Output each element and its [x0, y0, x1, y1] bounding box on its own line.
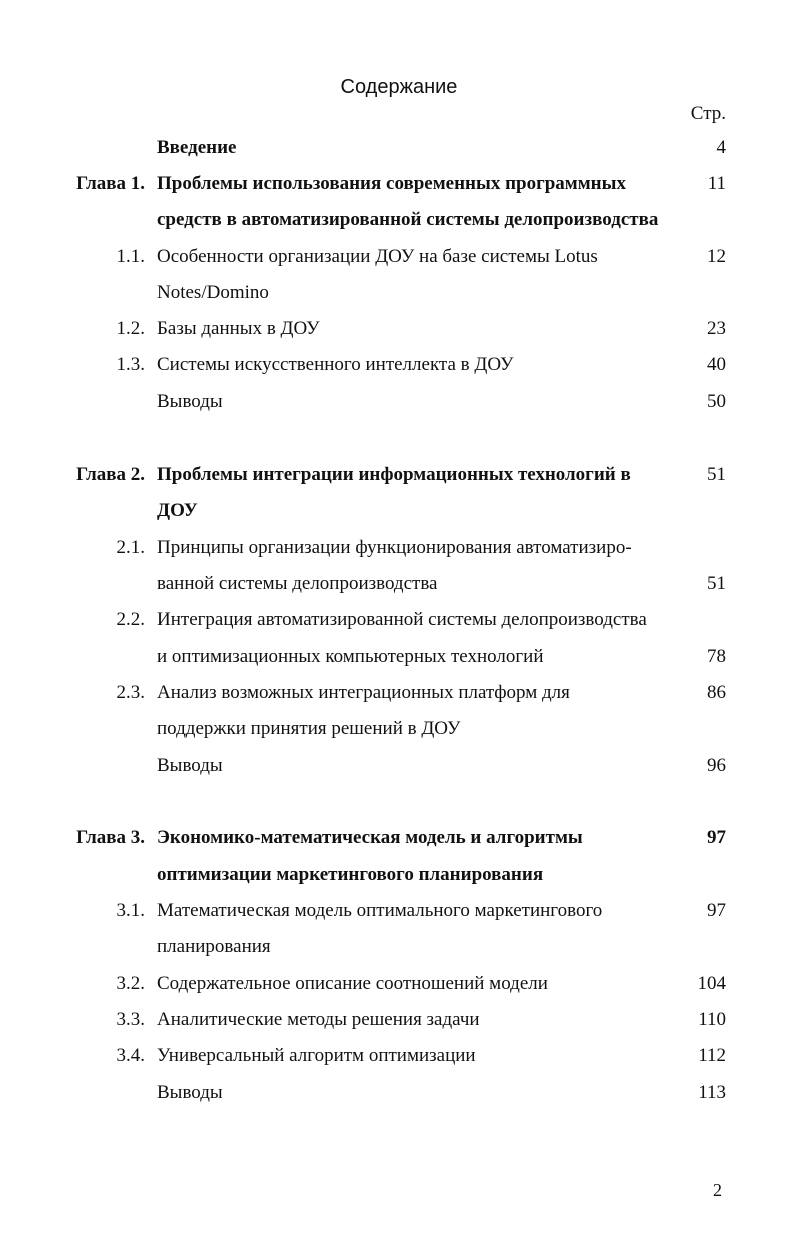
toc-entry-text: и оптимизационных компьютерных технологий [157, 646, 544, 667]
page-column-header: Стр. [690, 103, 726, 124]
toc-entry-text: Содержательное описание соотношений модели [157, 973, 548, 994]
toc-entry-text: Notes/Domino [157, 282, 269, 303]
toc-entry-text: Математическая модель оптимального маркетингового [157, 900, 603, 921]
toc-entry-text: Введение [157, 137, 237, 158]
toc-entry-text: Проблемы интеграции информационных технологий в [157, 464, 631, 485]
toc-entry-page: 40 [707, 354, 726, 375]
page-title: Содержание [340, 76, 458, 98]
toc-entry-text: планирования [157, 936, 271, 957]
toc-entry-text: Универсальный алгоритм оптимизации [157, 1045, 476, 1066]
toc-entry-page: 51 [707, 573, 726, 594]
toc-entry-text: Анализ возможных интеграционных платформ для [157, 682, 570, 703]
toc-entry-text: поддержки принятия решений в ДОУ [157, 718, 461, 739]
toc-entry-text: оптимизации маркетингового планирования [157, 864, 544, 885]
toc-entry-text: Выводы [157, 1082, 223, 1103]
toc-entry-text: Выводы [157, 755, 223, 776]
toc-entry-text: ДОУ [157, 500, 198, 521]
toc-entry-page: 50 [707, 391, 726, 412]
toc-entry-page: 112 [698, 1045, 726, 1066]
toc-entry-number: 1.3. [116, 354, 145, 375]
toc-entry-number: Глава 1. [76, 173, 145, 194]
toc-entry-page: 23 [707, 318, 726, 339]
toc-entry-number: 1.1. [116, 246, 145, 267]
toc-entry-page: 4 [716, 137, 726, 158]
toc-entry-number: Глава 2. [76, 464, 145, 485]
toc-entry-text: Экономико-математическая модель и алгоритмы [157, 827, 583, 848]
toc-entry-number: 3.3. [116, 1009, 145, 1030]
toc-entry-page: 51 [707, 464, 726, 485]
toc-entry-text: средств в автоматизированной системы делопроизводства [157, 209, 659, 230]
toc-entry-page: 78 [707, 646, 726, 667]
toc-entry-text: ванной системы делопроизводства [157, 573, 438, 594]
toc-entry-number: 2.1. [116, 537, 145, 558]
toc-entry-page: 86 [707, 682, 726, 703]
toc-entry-number: 2.2. [116, 609, 145, 630]
toc-entry-text: Принципы организации функционирования автоматизиро- [157, 537, 632, 558]
toc-entry-page: 110 [698, 1009, 726, 1030]
toc-entry-text: Выводы [157, 391, 223, 412]
toc-entry-text: Интеграция автоматизированной системы делопроизводства [157, 609, 647, 630]
toc-entry-page: 97 [707, 900, 726, 921]
toc-entry-page: 12 [707, 246, 726, 267]
toc-entry-number: Глава 3. [76, 827, 145, 848]
toc-entry-number: 3.4. [116, 1045, 145, 1066]
toc-entry-text: Проблемы использования современных программных [157, 173, 626, 194]
toc-entry-number: 2.3. [116, 682, 145, 703]
toc-entry-page: 96 [707, 755, 726, 776]
toc-entry-text: Базы данных в ДОУ [157, 318, 320, 339]
toc-entry-number: 1.2. [116, 318, 145, 339]
toc-entry-page: 113 [698, 1082, 726, 1103]
toc-entry-number: 3.2. [116, 973, 145, 994]
toc-entry-text: Системы искусственного интеллекта в ДОУ [157, 354, 514, 375]
toc-entry-page: 104 [697, 973, 726, 994]
toc-entry-text: Особенности организации ДОУ на базе системы Lotus [157, 246, 598, 267]
toc-entry-page: 11 [707, 173, 726, 194]
toc-entry-number: 3.1. [116, 900, 145, 921]
toc-entry-text: Аналитические методы решения задачи [157, 1009, 480, 1030]
toc-entry-page: 97 [707, 827, 726, 848]
page-number: 2 [713, 1180, 722, 1200]
